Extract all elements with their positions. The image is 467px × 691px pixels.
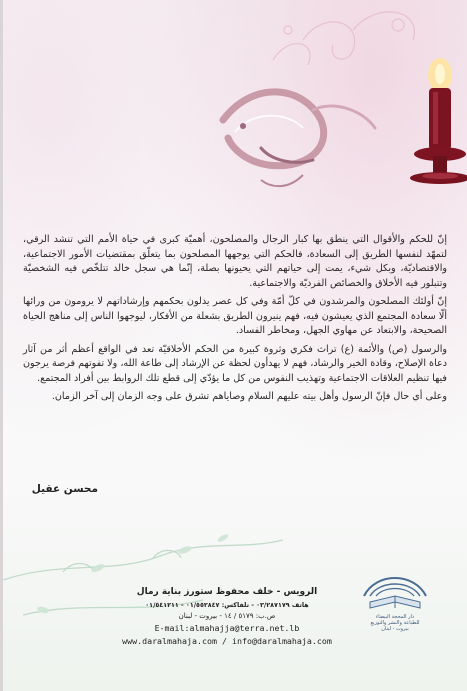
floral-ornament xyxy=(273,12,414,65)
publisher-phone: هاتف ٠٣/٢٨٧١٧٩ - تلفاكس: ٠١/٥٥٢٨٤٧ - ٠١/٥٤١٢١١ xyxy=(145,601,309,609)
calligraphy-candle-illustration xyxy=(3,0,467,240)
paragraph: إنّ للحكم والأقوال التي ينطق بها كبار الرجال والمصلحون، أهميّة كبرى في حياة الأمم التي تنشد الرقي، لتمهّد لنفسها الطريق إلى السعادة، فالحكم التي يوجهها المصلحون بما يتعلّق بمقتضيات الأمور الاجتماعية، والاقتصاديّة، وبكل شيء، يمت إلى حياتهم التي يحيونها بصلة، إنّما هي سجل خالد تتلخّص فيه الشخصيّة وتتبلور فيه الأخلاق والخصائص الفرديّة والاجتماعية. xyxy=(23,234,447,289)
publisher-subtitle: للطباعة والنشر والتوزيع xyxy=(370,620,420,626)
author-signature: محسن عقيل xyxy=(31,483,98,495)
candle-icon xyxy=(410,58,467,184)
publisher-name: دار المحجة البيضاء xyxy=(375,614,415,620)
calligraphy-heart-icon xyxy=(223,92,375,186)
publisher-contact-block xyxy=(103,585,351,648)
paragraph: والرسول (ص) والأئمة (ع) تراث فكري وثروة كبيرة من الحكم الأخلاقيّة تعد في الواقع أعظم أثر من آثار دعاة الإصلاح، وقادة الخير والرشاد، فهم لا يهدأون لحظة عن الإرشاد إلى طاعة الله، ولا تفوتهم فرصة يرجون فيها تنظيم العلاقات الاجتماعية وتهذيب النفوس من كل ما يؤدّي إلى قطع تلك الروابط بين أفراد المجتمع. xyxy=(23,343,447,384)
publisher-address: الرويس - خلف محفوظ ستورز بناية رمال xyxy=(136,587,318,597)
publisher-po-box: ص.ب: ٥١٧٩ / ١٤ - بيروت - لبنان xyxy=(178,612,276,620)
publisher-city: بيروت - لبنان xyxy=(381,626,409,632)
publisher-website[interactable]: www.daralmahaja.com / info@daralmahaja.com xyxy=(122,636,332,646)
publisher-email[interactable]: E-mail:almahajja@terra.net.lb xyxy=(154,623,300,633)
paragraph: إنّ أولئك المصلحون والمرشدون في كلّ أمّة وفي كل عصر يدلون بحكمهم وإرشاداتهم لا يرومون من ورائها ألّا سعادة المجتمع الذي يعيشون فيه، فهم ينيرون الطريق بشعلة من الأفكار، ليوجهوا الناس إلى مناهج الحياة الصحيحة، والابتعاد عن مهاوي الجهل، ومخاطر الفساد. xyxy=(23,296,447,336)
publisher-logo-name xyxy=(348,614,442,632)
paragraph: وعلى أي حال فإنّ الرسول وأهل بيته عليهم السلام وصاياهم تشرق على وجه الزمان إلى آخر الزمان. xyxy=(51,391,447,402)
preface-text xyxy=(23,233,447,409)
